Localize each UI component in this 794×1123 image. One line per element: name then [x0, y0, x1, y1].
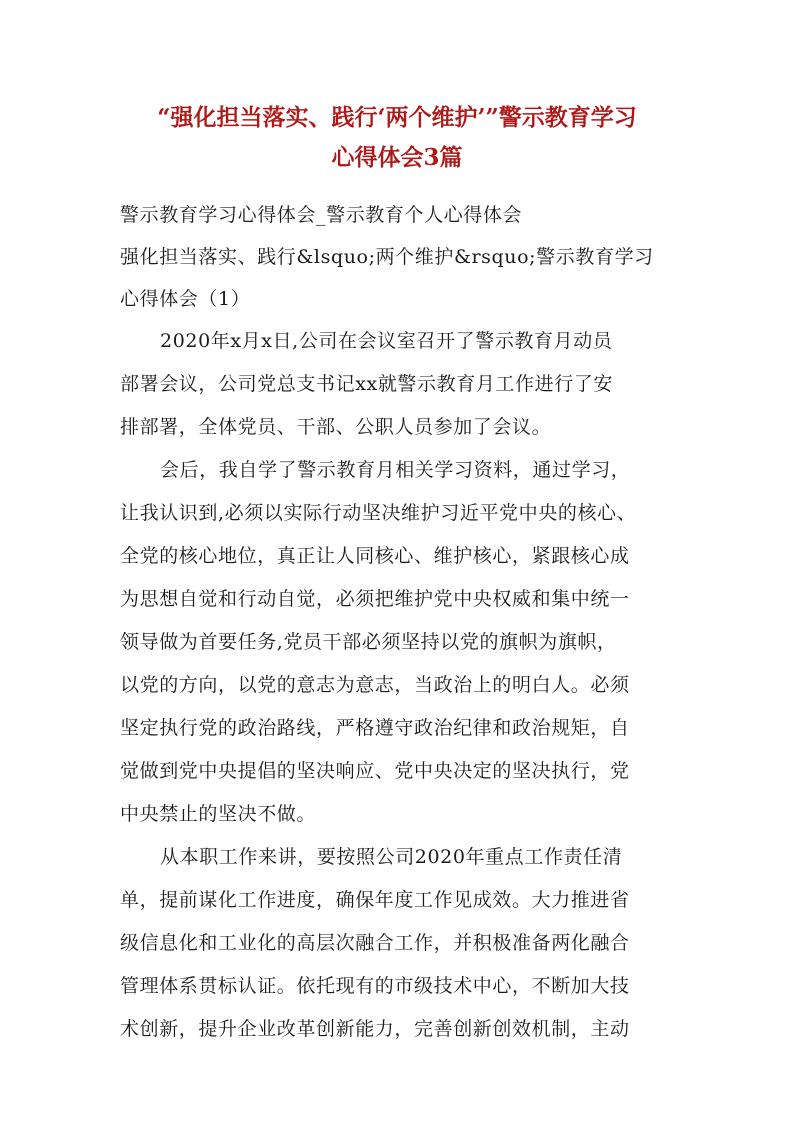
- paragraph-3-line-1: 从本职工作来讲，要按照公司2020年重点工作责任清: [160, 846, 623, 868]
- paragraph-3-line-4: 管理体系贯标认证。依托现有的市级技术中心，不断加大技: [120, 975, 630, 997]
- paragraph-2-line-1: 会后，我自学了警示教育月相关学习资料，通过学习，: [160, 459, 631, 481]
- heading-line-2: 心得体会（1）: [120, 288, 251, 310]
- paragraph-2-line-7: 坚定执行党的政治路线，严格遵守政治纪律和政治规矩，自: [120, 717, 630, 739]
- paragraph-3-line-5: 术创新，提升企业改革创新能力，完善创新创效机制，主动: [120, 1018, 630, 1040]
- heading-line-1: 强化担当落实、践行&lsquo;两个维护&rsquo;警示教育学习: [120, 246, 654, 268]
- paragraph-2-line-3: 全党的核心地位，真正让人同核心、维护核心，紧跟核心成: [120, 545, 630, 567]
- paragraph-3-line-3: 级信息化和工业化的高层次融合工作，并积极准备两化融合: [120, 932, 630, 954]
- document-title-line-2: 心得体会3篇: [331, 144, 463, 171]
- paragraph-2-line-4: 为思想自觉和行动自觉，必须把维护党中央权威和集中统一: [120, 588, 630, 610]
- paragraph-1-line-2: 部署会议，公司党总支书记xx就警示教育月工作进行了安: [120, 373, 614, 395]
- paragraph-2-line-6: 以党的方向，以党的意志为意志，当政治上的明白人。必须: [120, 674, 630, 696]
- paragraph-1-line-3: 排部署，全体党员、干部、公职人员参加了会议。: [120, 416, 552, 438]
- paragraph-2-line-9: 中央禁止的坚决不做。: [120, 803, 317, 825]
- paragraph-2-line-5: 领导做为首要任务,党员干部必须坚持以党的旗帜为旗帜，: [120, 631, 617, 653]
- paragraph-2-line-2: 让我认识到,必须以实际行动坚决维护习近平党中央的核心、: [120, 502, 637, 524]
- paragraph-3-line-2: 单，提前谋化工作进度，确保年度工作见成效。大力推进省: [120, 889, 630, 911]
- subtitle: 警示教育学习心得体会_警示教育个人心得体会: [120, 204, 523, 226]
- paragraph-2-line-8: 觉做到党中央提倡的坚决响应、党中央决定的坚决执行，党: [120, 760, 630, 782]
- paragraph-1-line-1: 2020年x月x日,公司在会议室召开了警示教育月动员: [160, 330, 613, 352]
- document-title-line-1: “强化担当落实、践行‘两个维护’”警示教育学习: [157, 104, 637, 131]
